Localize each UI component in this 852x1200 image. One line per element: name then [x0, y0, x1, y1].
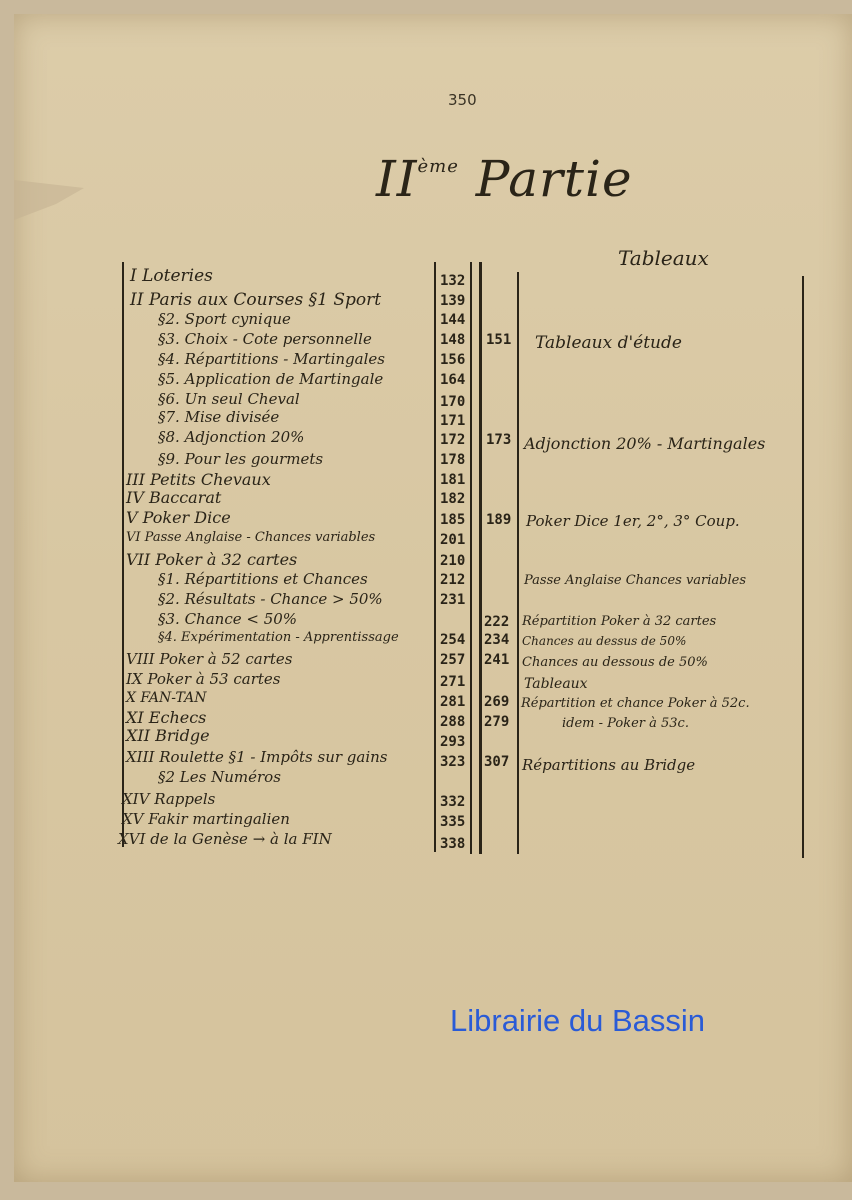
entry-page: 212	[440, 572, 466, 588]
part-title	[376, 150, 633, 208]
entry-genese: XVI de la Genèse → à la FIN	[118, 830, 332, 848]
tableau-entry: Passe Anglaise Chances variables	[524, 573, 747, 588]
entry-page: 271	[440, 674, 466, 690]
entry-page: 181	[440, 472, 466, 488]
page-column-line-left	[434, 262, 436, 852]
entry-page: 156	[440, 352, 466, 368]
tableau-page: 269	[484, 694, 510, 710]
entry-page: 182	[440, 491, 466, 507]
entry-passe-anglaise: VI Passe Anglaise - Chances variables	[126, 530, 376, 545]
entry-page: 257	[440, 652, 466, 668]
tableau-entry: Tableaux d'étude	[535, 333, 682, 353]
entry-page: 178	[440, 452, 466, 468]
entry-rappels: XIV Rappels	[122, 790, 216, 808]
entry-paris-aux-courses: II Paris aux Courses §1 Sport	[130, 290, 382, 310]
entry-page: 170	[440, 394, 466, 410]
entry-page: 210	[440, 553, 466, 569]
entry-page: 139	[440, 293, 466, 309]
title-ordinal: ème	[417, 156, 459, 177]
tableau-entry: Chances au dessous de 50%	[522, 655, 708, 670]
entry-poker-53: IX Poker à 53 cartes	[126, 670, 281, 688]
page-column-line-mid2	[479, 262, 482, 854]
entry-application: §5. Application de Martingale	[158, 370, 384, 388]
entry-repartitions-chances: §1. Répartitions et Chances	[158, 570, 368, 588]
tableau-entry: Adjonction 20% - Martingales	[524, 434, 766, 453]
entry-page: 323	[440, 754, 466, 770]
tableau-page: 307	[484, 754, 510, 770]
right-margin-line	[802, 276, 804, 858]
entry-gourmets: §9. Pour les gourmets	[158, 450, 324, 468]
tableau-page: 173	[486, 432, 512, 448]
tableau-page: 241	[484, 652, 510, 668]
title-roman: II	[376, 150, 418, 208]
entry-repartitions: §4. Répartitions - Martingales	[158, 350, 385, 368]
entry-page: 254	[440, 632, 466, 648]
tableau-column-line	[517, 272, 519, 854]
tableau-page: 151	[486, 332, 512, 348]
entry-page: 231	[440, 592, 466, 608]
tableau-page: 234	[484, 632, 510, 648]
entry-page: 201	[440, 532, 466, 548]
entry-echecs: XI Echecs	[126, 708, 207, 727]
tableau-page: 222	[484, 614, 510, 630]
tableau-entry: Répartitions au Bridge	[522, 756, 696, 774]
entry-resultats: §2. Résultats - Chance > 50%	[158, 590, 383, 608]
page-number: 350	[448, 91, 477, 109]
left-margin-line	[122, 262, 124, 847]
entry-poker-32: VII Poker à 32 cartes	[126, 550, 298, 569]
entry-page: 338	[440, 836, 466, 852]
tableau-entry: Répartition Poker à 32 cartes	[522, 614, 717, 629]
entry-les-numeros: §2 Les Numéros	[158, 768, 281, 786]
title-word: Partie	[475, 150, 633, 208]
entry-page: 164	[440, 372, 466, 388]
entry-page: 293	[440, 734, 466, 750]
entry-chance-moins: §3. Chance < 50%	[158, 610, 298, 628]
tableau-entry: Chances au dessus de 50%	[522, 634, 687, 648]
entry-page: 335	[440, 814, 466, 830]
entry-page: 148	[440, 332, 466, 348]
entry-poker-dice: V Poker Dice	[126, 508, 231, 527]
entry-adjonction: §8. Adjonction 20%	[158, 428, 305, 446]
entry-fakir: XV Fakir martingalien	[122, 810, 290, 828]
page-column-line-mid1	[470, 262, 472, 854]
entry-poker-52: VIII Poker à 52 cartes	[126, 650, 293, 668]
entry-fan-tan: X FAN-TAN	[126, 690, 207, 706]
tableau-entry: Poker Dice 1er, 2°, 3° Coup.	[526, 512, 740, 530]
tableau-entry: Tableaux	[524, 676, 588, 692]
entry-page: 144	[440, 312, 466, 328]
entry-page: 132	[440, 273, 466, 289]
tableau-page: 189	[486, 512, 512, 528]
tableau-page: 279	[484, 714, 510, 730]
entry-mise-divisee: §7. Mise divisée	[158, 408, 280, 426]
entry-un-seul-cheval: §6. Un seul Cheval	[158, 390, 300, 408]
entry-page: 288	[440, 714, 466, 730]
entry-sport-cynique: §2. Sport cynique	[158, 310, 291, 328]
tableau-entry: idem - Poker à 53c.	[562, 716, 689, 731]
entry-page: 281	[440, 694, 466, 710]
entry-choix-cote: §3. Choix - Cote personnelle	[158, 330, 372, 348]
entry-petits-chevaux: III Petits Chevaux	[126, 470, 271, 489]
entry-baccarat: IV Baccarat	[126, 488, 222, 507]
entry-page: 171	[440, 413, 466, 429]
entry-page: 172	[440, 432, 466, 448]
entry-page: 332	[440, 794, 466, 810]
tableau-entry: Répartition et chance Poker à 52c.	[521, 696, 750, 711]
entry-experimentation: §4. Expérimentation - Apprentissage	[158, 630, 399, 645]
watermark-text: Librairie du Bassin	[450, 1003, 706, 1038]
entry-bridge: XII Bridge	[126, 726, 210, 745]
entry-page: 185	[440, 512, 466, 528]
entry-loteries: I Loteries	[130, 266, 213, 286]
entry-roulette: XIII Roulette §1 - Impôts sur gains	[126, 748, 388, 766]
tableaux-header: Tableaux	[618, 246, 709, 270]
